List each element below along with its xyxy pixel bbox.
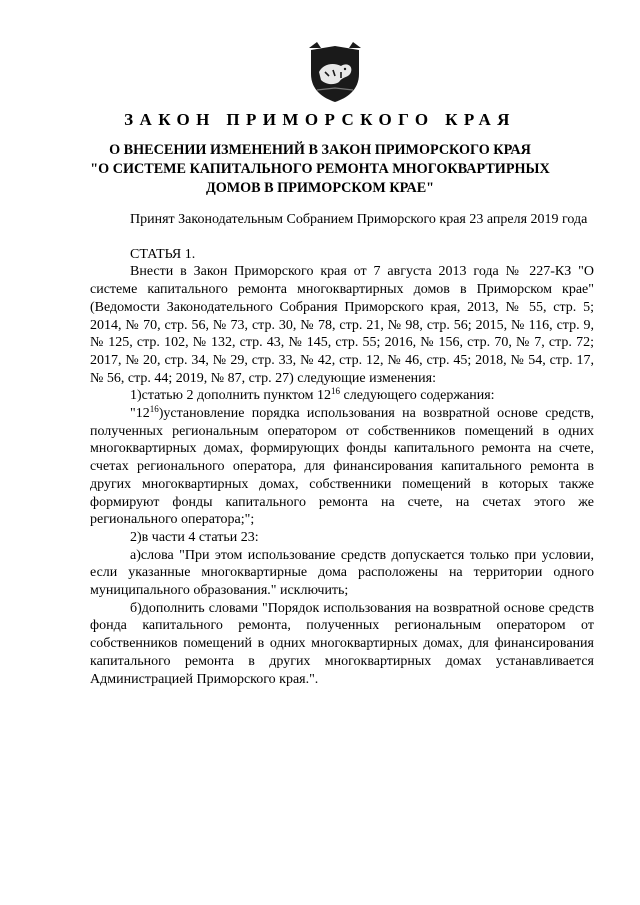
document-body — [90, 211, 594, 688]
law-subtitle — [60, 141, 580, 198]
item-2b: б)дополнить словами "Порядок использования на возвратной основе средств фонда капитального ремонта, полученных региональным оператором от собственников помещений в одних многоквартирных домах, для финансирования капитального ремонта в других многоквартирных домах устанавливается Администрацией Приморского края.". — [90, 600, 594, 687]
item-1-before: 1)статью 2 дополнить пунктом 12 — [130, 388, 332, 404]
intro-paragraph: Внести в Закон Приморского края от 7 августа 2013 года № 227-КЗ "О системе капитального ремонта многоквартирных домов в Приморском крае" (Ведомости Законодательного Собрания Приморского края, 2013, № 55, стр. 5; 2014, № 70, стр. 56, № 73, стр. 30, № 78, стр. 21, № 98, стр. 56; 2015, № 116, стр. 9, № 125, стр. 102, № 132, стр. 43, № 145, стр. 55; 2016, № 156, стр. 70, № 7, стр. 72; 2017, № 20, стр. 34, № 29, стр. 33, № 42, стр. 12, № 46, стр. 45; 2018, № 54, стр. 17, № 56, стр. 44; 2019, № 87, стр. 27) следующие изменения: — [90, 264, 594, 386]
item-1-body: )установление порядка использования на возвратной основе средств, полученных региональным оператором от собственников помещений в одних многоквартирных домах, формирующих фонды капитального ремонта на счете, счетах регионального оператора, для финансирования капитального ремонта в других многоквартирных домах, собственники помещений в которых также формируют фонды капитального ремонта на счете, на счетах этого же регионального оператора;"; — [90, 406, 594, 528]
item-2a: а)слова "При этом использование средств допускается только при условии, если указанные многоквартирные дома расположены на территории одного муниципального образования." исключить; — [90, 547, 594, 599]
quote-open: "12 — [130, 406, 150, 422]
subtitle-line: "О СИСТЕМЕ КАПИТАЛЬНОГО РЕМОНТА МНОГОКВАРТИРНЫХ — [90, 161, 550, 177]
law-title: ЗАКОН ПРИМОРСКОГО КРАЯ — [124, 110, 516, 129]
primorsky-krai-coat-of-arms-icon — [307, 42, 363, 104]
item-2: 2)в части 4 статьи 23: — [130, 529, 259, 545]
item-1-text — [90, 405, 594, 529]
article-heading: СТАТЬЯ 1. — [130, 246, 196, 262]
item-1 — [90, 387, 594, 405]
superscript: 16 — [149, 404, 159, 415]
item-1-after: следующего содержания: — [340, 388, 495, 404]
subtitle-line: ДОМОВ В ПРИМОРСКОМ КРАЕ" — [205, 180, 435, 196]
subtitle-line: О ВНЕСЕНИИ ИЗМЕНЕНИЙ В ЗАКОН ПРИМОРСКОГО КРАЯ — [109, 142, 531, 158]
adoption-note: Принят Законодательным Собранием Приморского края 23 апреля 2019 года — [130, 212, 588, 227]
superscript: 16 — [331, 386, 341, 397]
